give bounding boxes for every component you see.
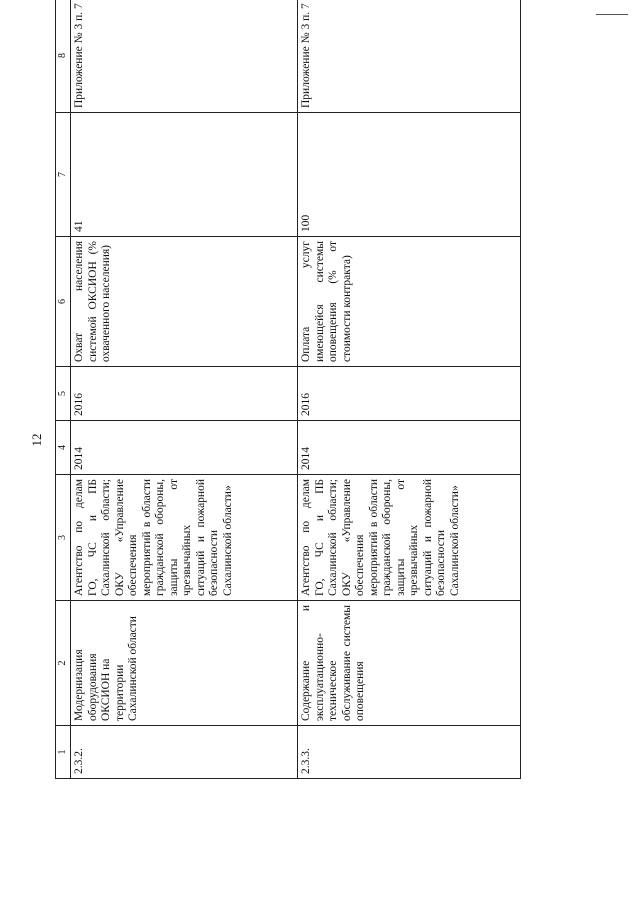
corner-mark-line <box>596 14 628 15</box>
indicator: Оплата услуг имеющейся системы оповещения (% от стоимости контракта) <box>298 237 521 367</box>
table-row <box>298 0 521 779</box>
measure-name: Содержание и эксплуатационно-техническое обслуживание системы оповещения <box>298 601 521 726</box>
executor: Агентство по делам ГО, ЧС и ПБ Сахалинской области; ОКУ «Управление обеспечения мероприятий в области гражданской обороны, защиты от чрезвычайных ситуаций и пожарной безопасности Сахалинской области» <box>298 475 521 601</box>
note: Приложение № 3 п. 7 <box>71 0 298 113</box>
column-number: 2 <box>56 601 71 726</box>
rotated-table-sheet <box>55 0 530 779</box>
column-number: 3 <box>56 475 71 601</box>
measure-name: Модернизация оборудования ОКСИОН на территории Сахалинской области <box>71 601 298 726</box>
executor: Агентство по делам ГО, ЧС и ПБ Сахалинской области; ОКУ «Управление обеспечения мероприятий в области гражданской обороны, защиты от чрезвычайных ситуаций и пожарной безопасности Сахалинской области» <box>71 475 298 601</box>
start-year: 2014 <box>298 421 521 475</box>
note: Приложение № 3 п. 7 <box>298 0 521 113</box>
row-number: 2.3.2. <box>71 726 298 779</box>
indicator: Охват населения системой ОКСИОН (% охваченного населения) <box>71 237 298 367</box>
end-year: 2016 <box>71 367 298 421</box>
column-number-row <box>56 0 71 779</box>
column-number: 7 <box>56 113 71 237</box>
column-number: 4 <box>56 421 71 475</box>
column-number: 8 <box>56 0 71 113</box>
page-number: 12 <box>29 433 44 447</box>
column-number: 6 <box>56 237 71 367</box>
table-row <box>71 0 298 779</box>
column-number: 5 <box>56 367 71 421</box>
measures-table <box>55 0 521 779</box>
indicator-value: 41 <box>71 113 298 237</box>
row-number: 2.3.3. <box>298 726 521 779</box>
column-number: 1 <box>56 726 71 779</box>
start-year: 2014 <box>71 421 298 475</box>
end-year: 2016 <box>298 367 521 421</box>
indicator-value: 100 <box>298 113 521 237</box>
